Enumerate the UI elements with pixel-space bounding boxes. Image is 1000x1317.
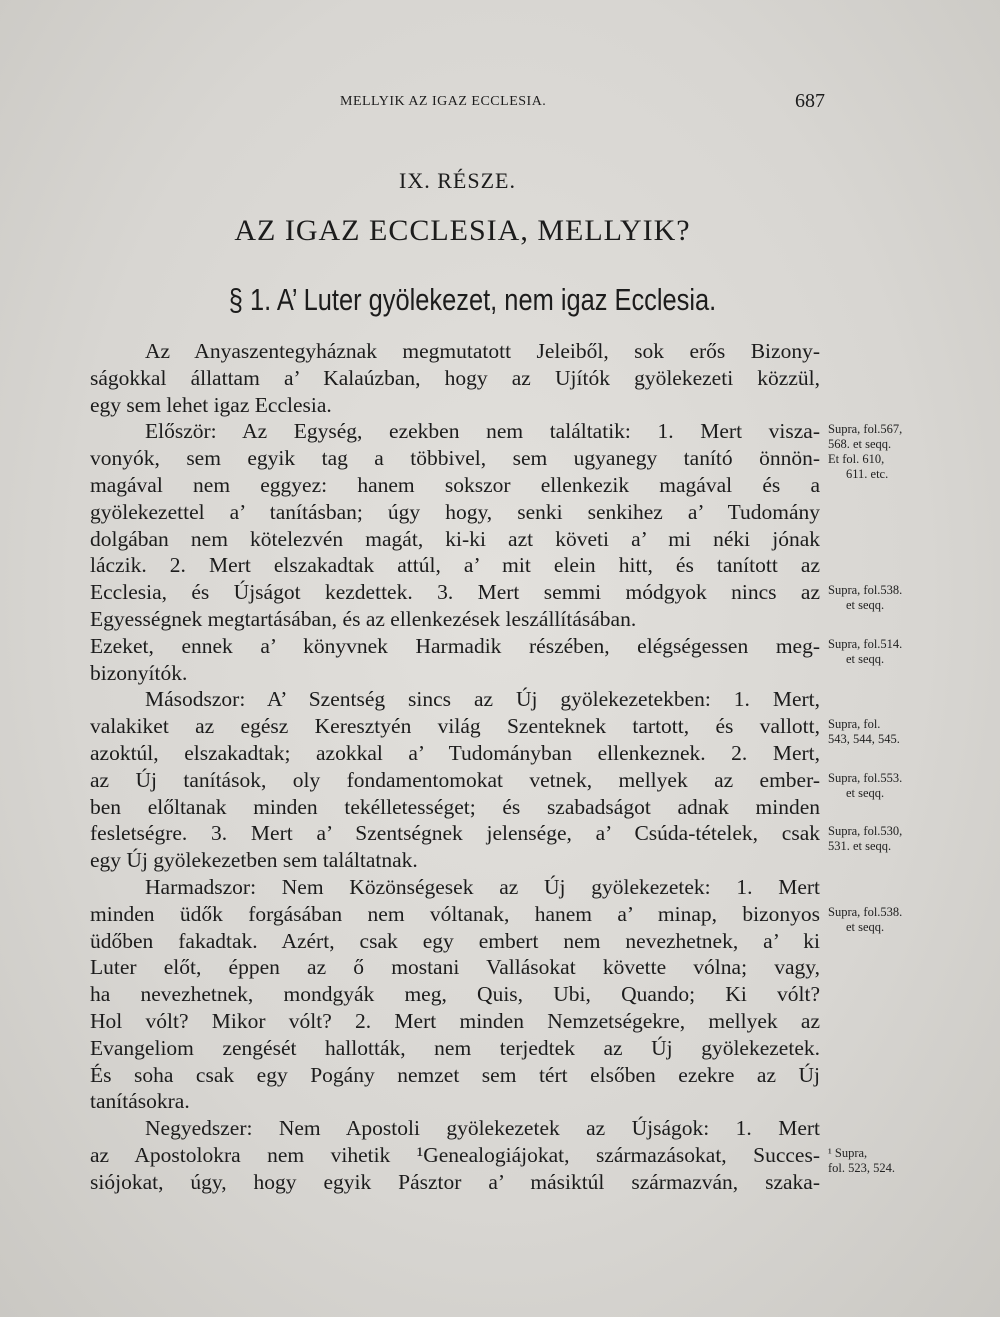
text-line: tanításokra. <box>90 1089 190 1114</box>
body-text <box>90 338 820 1196</box>
text-line: bizonyítók. <box>90 660 188 685</box>
margin-note-line: et seqq. <box>846 785 885 800</box>
text-line: fesletségre. 3. Mert a’ Szentségnek jelensége, a’ Csúda-tételek, csak <box>90 821 820 846</box>
margin-note-line: Et fol. 610, <box>828 452 885 467</box>
margin-note-line: Supra, fol. <box>828 717 881 732</box>
margin-note <box>828 771 902 801</box>
text-line: vonyók, sem egyik tag a többivel, sem ugyanegy tanító önnön- <box>90 446 820 471</box>
page-number: 687 <box>795 90 825 112</box>
text-line: láczik. 2. Mert elszakadtak attúl, a’ mit elein hitt, és tanított az <box>90 553 820 578</box>
margin-note-line: et seqq. <box>846 651 885 666</box>
text-line: Az Anyaszentegyháznak megmutatott Jeleiből, sok erős Bizony- <box>145 339 820 363</box>
text-line: Hol vólt? Mikor vólt? 2. Mert minden Nemzetségekre, mellyek az <box>90 1008 820 1033</box>
text-line: Ecclesia, és Újságot kezdettek. 3. Mert semmi módgyok nincs az <box>90 580 820 605</box>
text-line: az Apostolokra nem vihetik ¹Genealogiájokat, származásokat, Succes- <box>90 1142 820 1167</box>
margin-note <box>828 583 902 613</box>
text-line: Luter előt, éppen az ő mostani Vallásokat követte vólna; vagy, <box>90 955 820 980</box>
margin-note-line: Supra, fol.567, <box>828 422 903 437</box>
margin-note-line: Supra, fol.538. <box>828 583 903 598</box>
text-line: Negyedszer: Nem Apostoli gyölekezetek az Újságok: 1. Mert <box>145 1116 820 1141</box>
text-line: gyölekezettel a’ tanításban; úgy hogy, senki senkihez a’ Tudomány <box>90 499 820 524</box>
margin-note-line: Supra, fol.530, <box>828 824 903 839</box>
text-line: Ezeket, ennek a’ könyvnek Harmadik részében, elégségessen meg- <box>90 633 820 658</box>
text-line: ben előltanak minden tekélletességet; és szabadságot adnak minden <box>90 794 820 819</box>
section-title: § 1. A’ Luter gyölekezet, nem igaz Ecclesia. <box>228 282 717 317</box>
text-line: az Új tanítások, oly fondamentomokat vetnek, mellyek az ember- <box>90 767 820 792</box>
text-line: dolgában nem kötelezvén magát, ki-ki azt követi a’ mi néki jónak <box>90 526 820 551</box>
margin-note-line: Supra, fol.553. <box>828 770 903 785</box>
margin-note <box>828 422 902 482</box>
running-head: MELLYIK AZ IGAZ ECCLESIA. <box>340 94 547 109</box>
text-line: minden üdők forgásában nem vóltanak, hanem a’ minap, bizonyos <box>90 901 820 926</box>
text-line: valakiket az egész Keresztyén világ Szenteknek tartott, és vallott, <box>90 714 820 739</box>
margin-note-line: ¹ Supra, <box>828 1146 868 1160</box>
margin-note-line: Supra, fol.538. <box>828 904 903 919</box>
text-line: Evangeliom zengését hallották, nem terjedtek az Új gyölekezetek. <box>90 1035 820 1060</box>
margin-note <box>828 717 900 747</box>
part-heading: IX. RÉSZE. <box>399 168 516 193</box>
margin-note-line: fol. 523, 524. <box>828 1161 896 1175</box>
page-header <box>90 90 825 116</box>
margin-note <box>828 1146 895 1176</box>
margin-note <box>828 637 902 667</box>
text-line: Egyességnek megtartásában, és az ellenkezések leszállításában. <box>90 606 637 631</box>
text-line: ha nevezhetnek, mondgyák meg, Quis, Ubi, Quando; Ki vólt? <box>90 982 820 1007</box>
margin-note-line: 543, 544, 545. <box>828 732 900 747</box>
text-line: egy Új gyölekezetben sem találtatnak. <box>90 848 418 873</box>
text-line: egy sem lehet igaz Ecclesia. <box>90 392 332 417</box>
margin-note-line: et seqq. <box>846 919 885 934</box>
text-line: magával nem eggyez: hanem sokszor ellenkezik magával és a <box>90 472 820 497</box>
margin-note <box>828 824 902 854</box>
margin-note-line: 531. et seqq. <box>828 839 892 854</box>
margin-note <box>828 905 902 935</box>
margin-note-line: 611. etc. <box>846 467 889 482</box>
margin-note-line: Supra, fol.514. <box>828 636 903 651</box>
text-line: Először: Az Egység, ezekben nem találtatik: 1. Mert visza- <box>145 419 820 444</box>
text-line: azoktúl, elszakadtak; azokkal a’ Tudományban ellenkeznek. 2. Mert, <box>90 740 820 765</box>
text-line: ságokkal állattam a’ Kalaúzban, hogy az Ujítók gyölekezeti közzül, <box>90 365 820 390</box>
text-line: üdőben fakadtak. Azért, csak egy embert nem nevezhetnek, a’ ki <box>90 928 820 953</box>
text-line: siójokat, úgy, hogy egyik Pásztor a’ másiktúl származván, szaka- <box>90 1169 820 1194</box>
margin-note-line: 568. et seqq. <box>828 437 892 452</box>
text-line: Másodszor: A’ Szentség sincs az Új gyölekezetekben: 1. Mert, <box>145 687 820 712</box>
text-line: És soha csak egy Pogány nemzet sem tért elsőben ezekre az Új <box>90 1062 820 1087</box>
margin-note-line: et seqq. <box>846 598 885 613</box>
chapter-title: AZ IGAZ ECCLESIA, MELLYIK? <box>234 214 691 247</box>
text-line: Harmadszor: Nem Közönségesek az Új gyölekezetek: 1. Mert <box>145 874 820 899</box>
